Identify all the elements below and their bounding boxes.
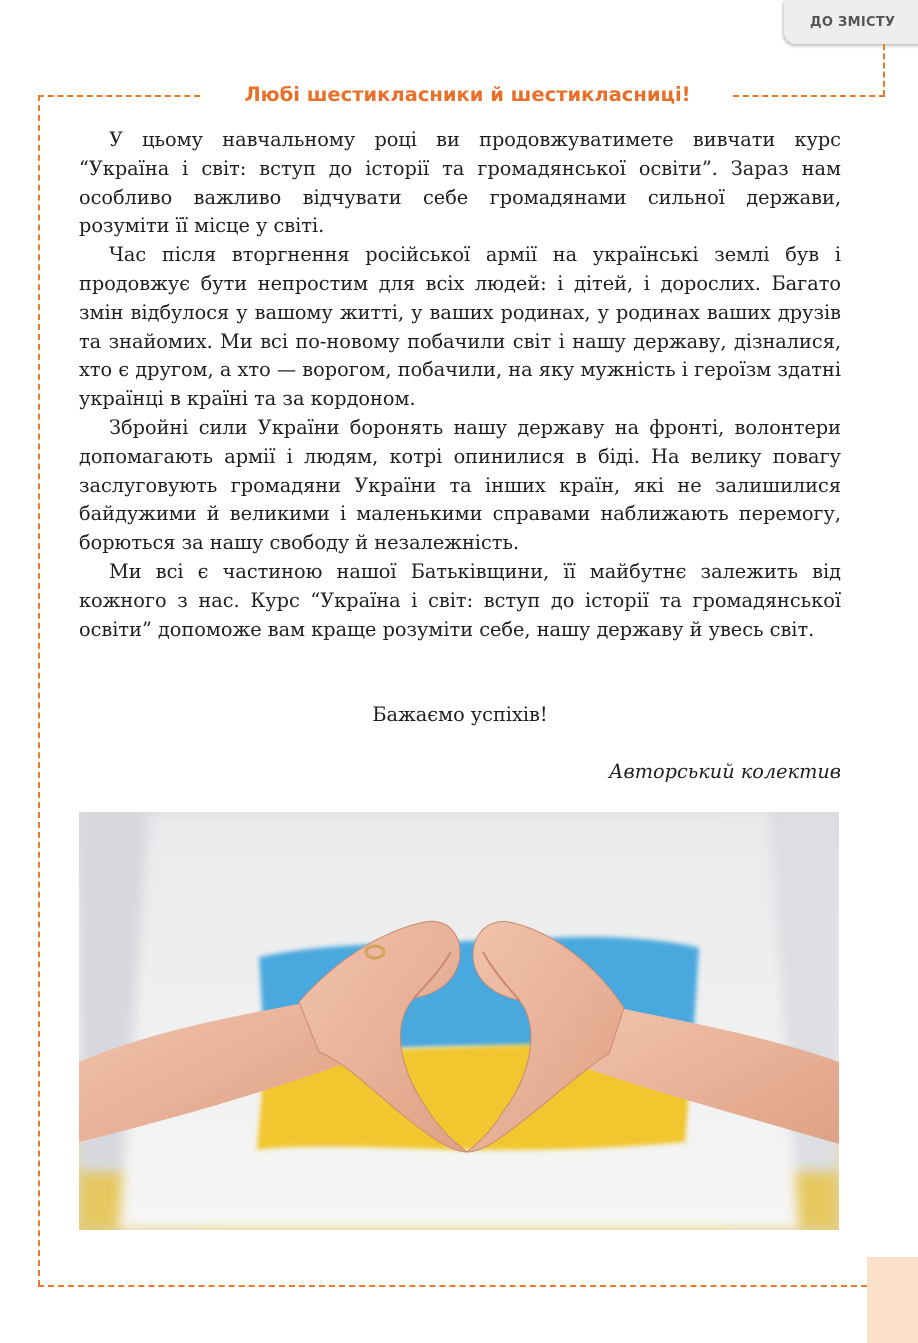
paragraph: Час після вторгнення російської армії на українські землі був і продовжує бути непростим для всіх людей: і дітей, і дорослих. Багато змін відбулося у вашому житті, у ваших родинах, у родинах ваших друзів та знайомих. Ми всі по-новому побачили світ і нашу державу, дізналися, хто є другом, а хто — ворогом, побачили, на яку мужність і героїзм здатні українці в країні та за кордоном. [79, 243, 841, 411]
signature: Авторський колектив [608, 760, 841, 783]
toc-link-button[interactable] [784, 0, 918, 44]
paragraph: У цьому навчальному році ви продовжуватимете вивчати курс “Україна і світ: вступ до історії та громадянської освіти”. Зараз нам особливо важливо відчувати себе громадянами сильної держави, розуміти її місце у світі. [79, 128, 841, 238]
page-heading: Любі шестикласники й шестикласниці! [205, 80, 730, 110]
paragraph: Збройні сили України боронять нашу державу на фронті, волонтери допомагають армії і людям, котрі опинилися в біді. На велику повагу заслуговують громадяни України та інших країн, які не залишилися байдужими й великими і маленькими справами наближають перемогу, борються за нашу свободу й незалежність. [79, 415, 841, 555]
frame-top-left-line [38, 95, 200, 97]
frame-left-line [38, 95, 40, 1286]
toc-link-label: ДО ЗМІСТУ [810, 14, 896, 30]
page-corner-tab [867, 1257, 918, 1343]
paragraph: Ми всі є частиною нашої Батьківщини, її майбутнє залежить від кожного з нас. Курс “Україна і світ: вступ до історії та громадянської освіти” допоможе вам краще розуміти себе, нашу державу й увесь світ. [79, 559, 841, 641]
heart-hands-illustration [79, 812, 839, 1230]
letter-body [79, 126, 841, 644]
frame-bottom-line [38, 1285, 867, 1287]
wish-line: Бажаємо успіхів! [372, 703, 548, 726]
heart-hands-photo [79, 812, 839, 1230]
toc-connector-line [883, 44, 885, 96]
frame-top-right-line [733, 95, 885, 97]
